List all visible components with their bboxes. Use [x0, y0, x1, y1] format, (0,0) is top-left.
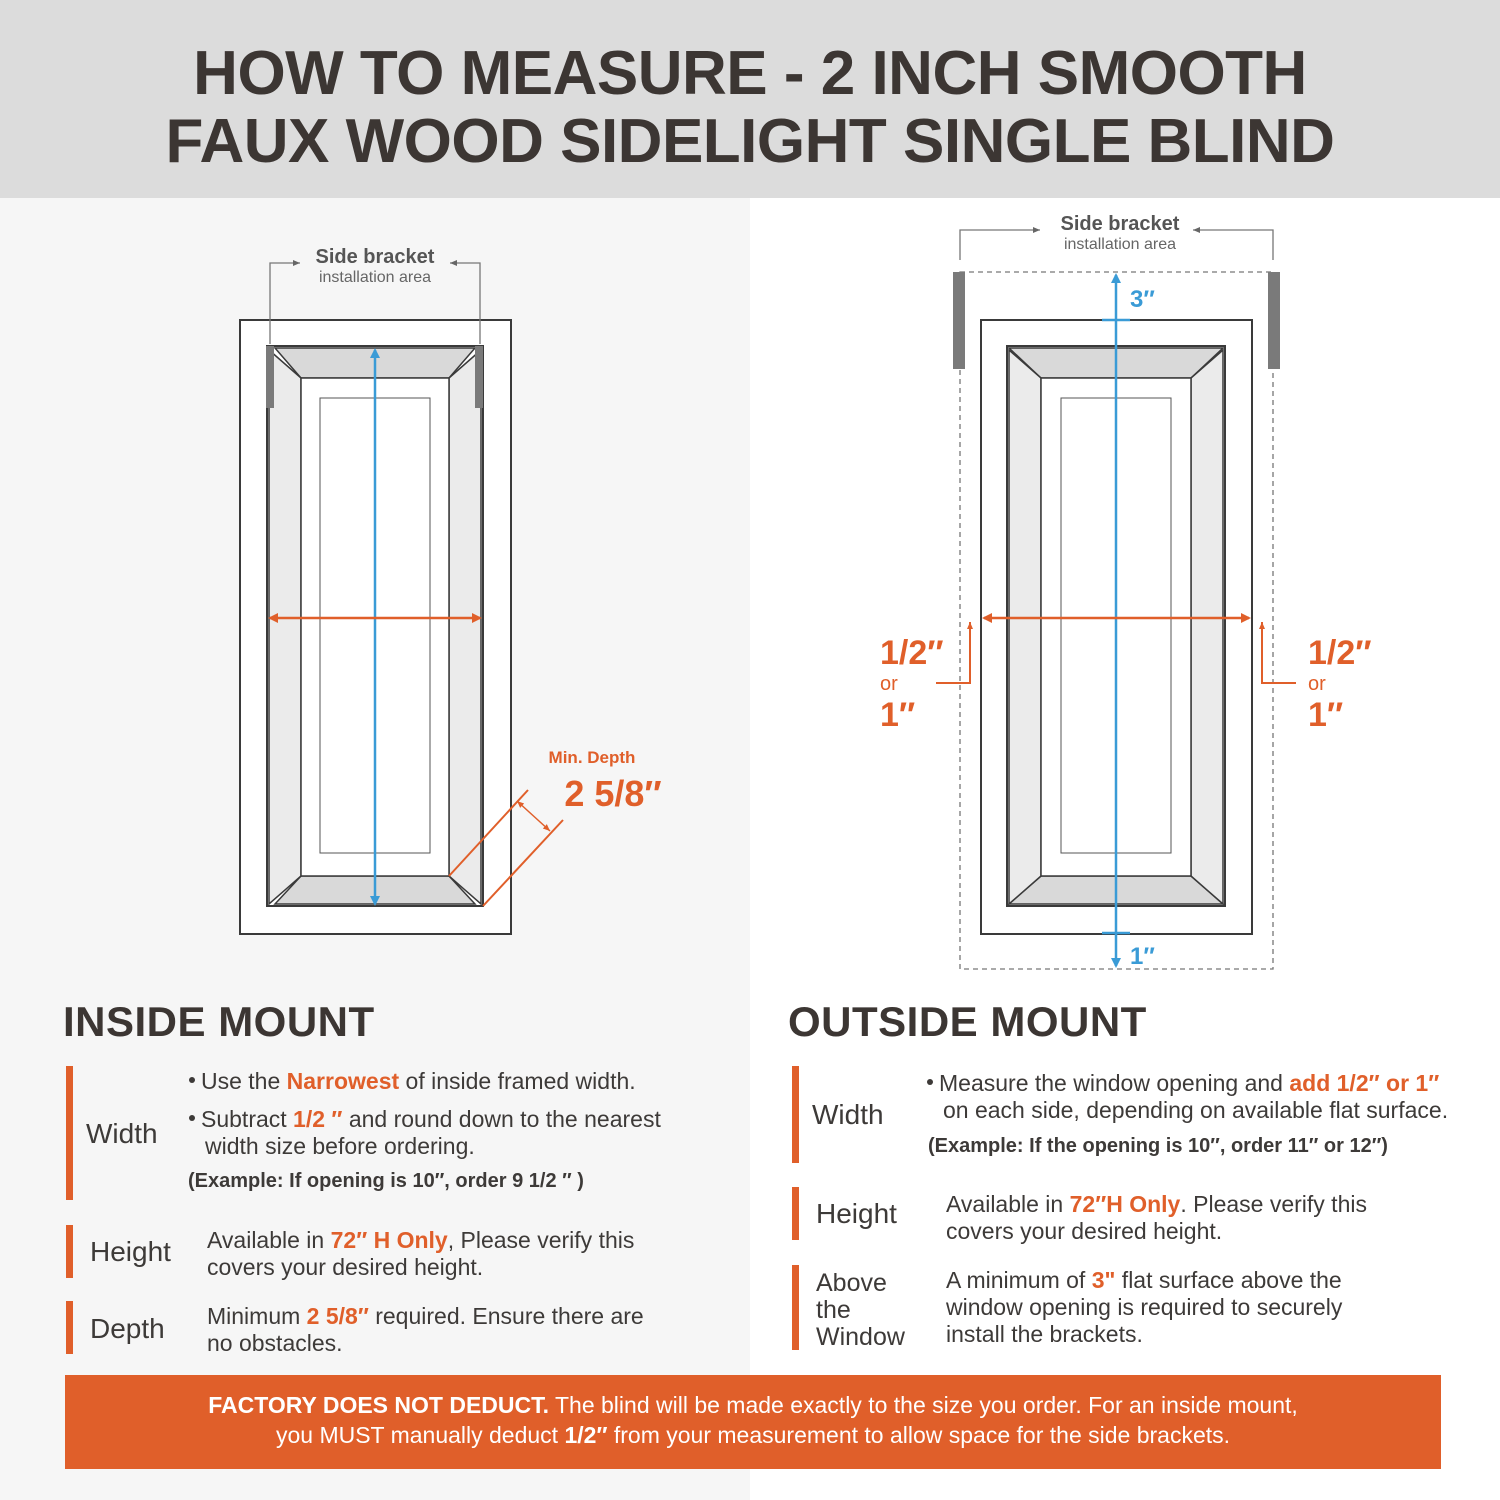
top-clearance-label: 3″ — [1130, 286, 1155, 313]
inside-window-diagram — [240, 246, 662, 934]
outside-right-bracket — [1268, 272, 1280, 369]
outside-width-label: Width — [812, 1099, 884, 1130]
outside-window-diagram — [880, 213, 1372, 970]
outside-left-bracket — [953, 272, 965, 369]
outside-above-text: A minimum of 3" flat surface above the — [946, 1267, 1342, 1293]
banner-line-2: you MUST manually deduct 1/2″ from your measurement to allow space for the side brackets. — [275, 1422, 1231, 1448]
inside-width-label: Width — [86, 1118, 158, 1149]
inside-height-text-line-2: covers your desired height. — [207, 1254, 484, 1280]
left-side-one-inch: 1″ — [880, 696, 916, 734]
inside-depth-bar — [66, 1301, 73, 1354]
right-side-one-inch: 1″ — [1308, 696, 1344, 734]
outside-width-line-2: on each side, depending on available flat surface. — [943, 1097, 1449, 1123]
inside-bracket-label: Side bracket — [315, 246, 435, 268]
outside-width-bullet: Measure the window opening and add 1/2″ or 1″ — [927, 1070, 1487, 1097]
left-bracket — [266, 346, 274, 408]
inside-height-bar — [66, 1225, 73, 1278]
inside-width-example: (Example: If opening is 10″, order 9 1/2 ″ ) — [188, 1170, 584, 1192]
inside-width-bullet-2-line-2: width size before ordering. — [205, 1133, 475, 1159]
inside-bracket-sublabel: installation area — [318, 269, 432, 286]
inside-depth-text-line-2: no obstacles. — [207, 1330, 343, 1356]
inside-width-bullet-2: Subtract 1/2 ″ and round down to the nearest — [189, 1106, 729, 1133]
left-side-or: or — [880, 673, 898, 695]
factory-notice-banner — [65, 1375, 1441, 1469]
depth-arrow — [517, 801, 550, 831]
outside-above-text-line-2: window opening is required to securely — [946, 1294, 1343, 1320]
right-side-half-inch: 1/2″ — [1308, 634, 1372, 672]
outside-height-label: Height — [816, 1198, 897, 1229]
left-side-half-inch: 1/2″ — [880, 634, 944, 672]
inside-mount-title: INSIDE MOUNT — [63, 998, 375, 1045]
outside-height-text: Available in 72″H Only. Please verify this — [946, 1191, 1367, 1217]
outside-height-text-line-2: covers your desired height. — [946, 1218, 1223, 1244]
outside-above-text-line-3: install the brackets. — [946, 1321, 1143, 1347]
outside-width-example: (Example: If the opening is 10″, order 11″ or 12″) — [928, 1135, 1388, 1157]
inside-width-bullet-1: Use the Narrowest of inside framed width. — [189, 1068, 729, 1095]
inside-height-label: Height — [90, 1236, 171, 1267]
right-side-or: or — [1308, 673, 1326, 695]
outside-above-label: Above the Window — [816, 1269, 905, 1351]
bottom-clearance-label: 1″ — [1130, 943, 1155, 970]
banner-line-1: FACTORY DOES NOT DEDUCT. The blind will be made exactly to the size you order. For an inside mount, — [208, 1392, 1298, 1418]
inside-height-text: Available in 72″ H Only, Please verify this — [207, 1227, 635, 1253]
outside-mount-title: OUTSIDE MOUNT — [788, 998, 1147, 1045]
inside-depth-text: Minimum 2 5/8″ required. Ensure there are — [207, 1303, 644, 1329]
outside-bracket-label: Side bracket — [1060, 213, 1180, 235]
min-depth-label: Min. Depth — [548, 748, 636, 767]
min-depth-value: 2 5/8″ — [564, 773, 662, 814]
outside-height-bar — [792, 1187, 799, 1240]
outside-width-bar — [792, 1066, 799, 1163]
inside-depth-label: Depth — [90, 1313, 165, 1344]
right-bracket — [475, 346, 483, 408]
outside-bracket-sublabel: installation area — [1063, 236, 1177, 253]
title-line-2: FAUX WOOD SIDELIGHT SINGLE BLIND — [165, 107, 1335, 176]
title-line-1: HOW TO MEASURE - 2 INCH SMOOTH — [193, 39, 1307, 108]
inside-width-bar — [66, 1066, 73, 1200]
outside-above-bar — [792, 1265, 799, 1350]
